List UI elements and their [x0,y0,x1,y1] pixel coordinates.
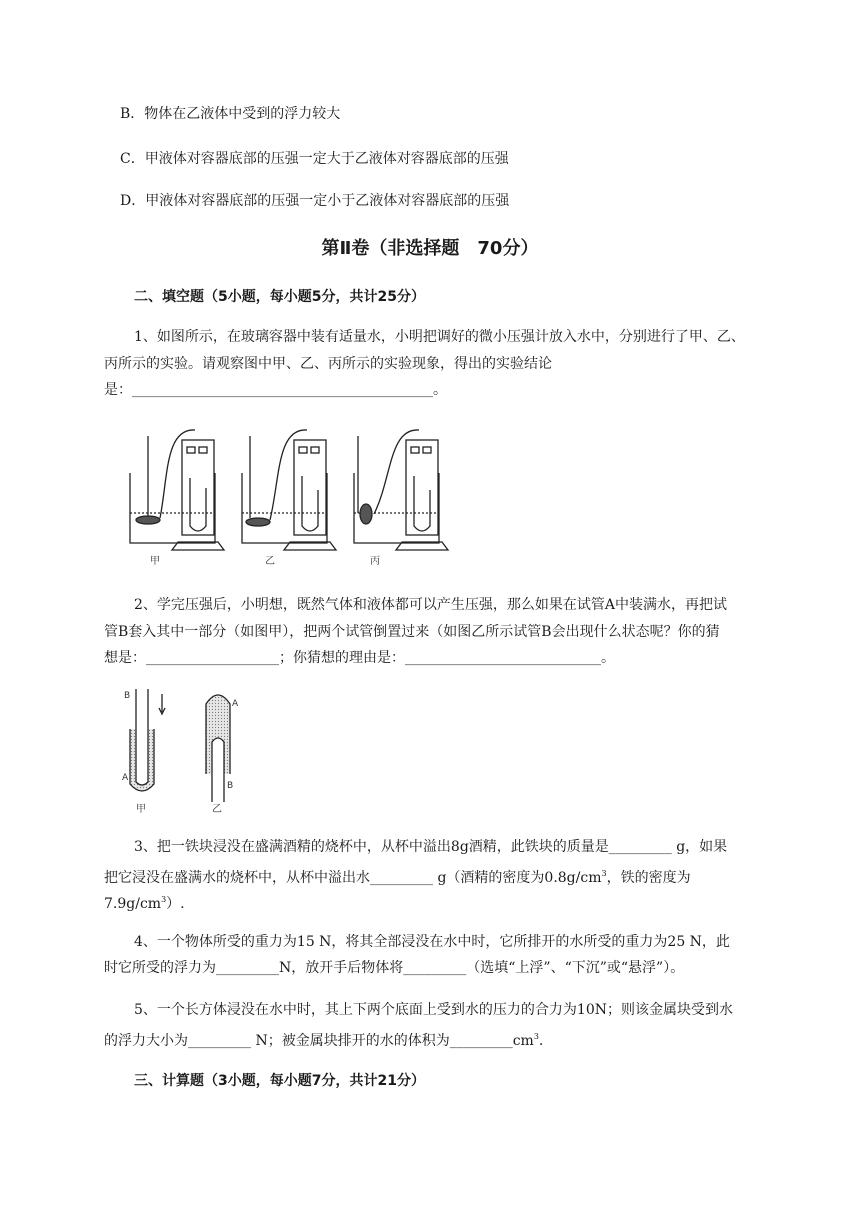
apparatus-yi [242,430,336,550]
fig2-label-jia: 甲 [136,804,146,814]
section2-heading: 二、填空题（5小题，每小题5分，共计25分） [134,289,425,305]
fig2-label-yi: 乙 [212,804,222,814]
label-b-jia: B [124,691,131,701]
pressure-gauge-figure [120,418,450,568]
tube-jia [130,689,165,791]
q1-line1: 1、如图所示，在玻璃容器中装有适量水，小明把调好的微小压强计放入水中，分别进行了甲、乙、 [134,329,745,345]
fig1-label-bing: 丙 [370,556,380,567]
q5-line1: 5、一个长方体浸没在水中时，其上下两个底面上受到水的压力的合力为10N；则该金属块受到水 [134,1002,733,1018]
q1-line2: 丙所示的实验。请观察图中甲、乙、丙所示的实验现象，得出的实验结论 [104,356,552,372]
q1-line3: 是：___________________________________________。 [104,382,447,398]
choice-d: D．甲液体对容器底部的压强一定小于乙液体对容器底部的压强 [120,193,510,209]
choice-c: C．甲液体对容器底部的压强一定大于乙液体对容器底部的压强 [120,151,509,167]
q3-line2: 把它浸没在盛满水的烧杯中，从杯中溢出水_________ g（酒精的密度为$0.8g/cm^3$，铁的密度为 [104,869,691,886]
label-a-jia: A [122,773,129,783]
q5-line2: 的浮力大小为_________ N；被金属块排开的水的体积为$\_\_\_\_\_\_\_\_\_cm^3$. [104,1032,544,1049]
label-b-yi: B [227,781,234,791]
q4-line1: 4、一个物体所受的重力为15 N，将其全部浸没在水中时，它所排开的水所受的重力为25 N，此 [134,934,730,950]
fig1-label-jia: 甲 [150,556,160,567]
q2-line2: 管B套入其中一部分（如图甲），把两个试管倒置过来（如图乙所示试管B会出现什么状态呢？你的猜 [104,624,720,640]
test-tube-figure [118,684,258,814]
q2-line3: 想是：___________________；你猜想的理由是：____________________________。 [104,650,615,666]
apparatus-jia [130,430,224,550]
part2-title: 第Ⅱ卷（非选择题 70分） [321,238,539,259]
fig1-label-yi: 乙 [265,556,275,567]
q2-line1: 2、学完压强后，小明想，既然气体和液体都可以产生压强，那么如果在试管A中装满水，再把试 [134,597,728,613]
label-a-yi: A [232,699,239,709]
q3-line3: $7.9g/cm^3$）. [104,895,185,912]
q4-line2: 时它所受的浮力为_________N，放开手后物体将_________（选填“上浮”、“下沉”或“悬浮”）。 [104,960,685,976]
q3-line1: 3、把一铁块浸没在盛满酒精的烧杯中，从杯中溢出8g酒精，此铁块的质量是_________ g，如果 [134,839,728,855]
choice-b: B．物体在乙液体中受到的浮力较大 [120,106,341,122]
section3-heading: 三、计算题（3小题，每小题7分，共计21分） [134,1073,425,1089]
apparatus-bing [354,430,448,550]
